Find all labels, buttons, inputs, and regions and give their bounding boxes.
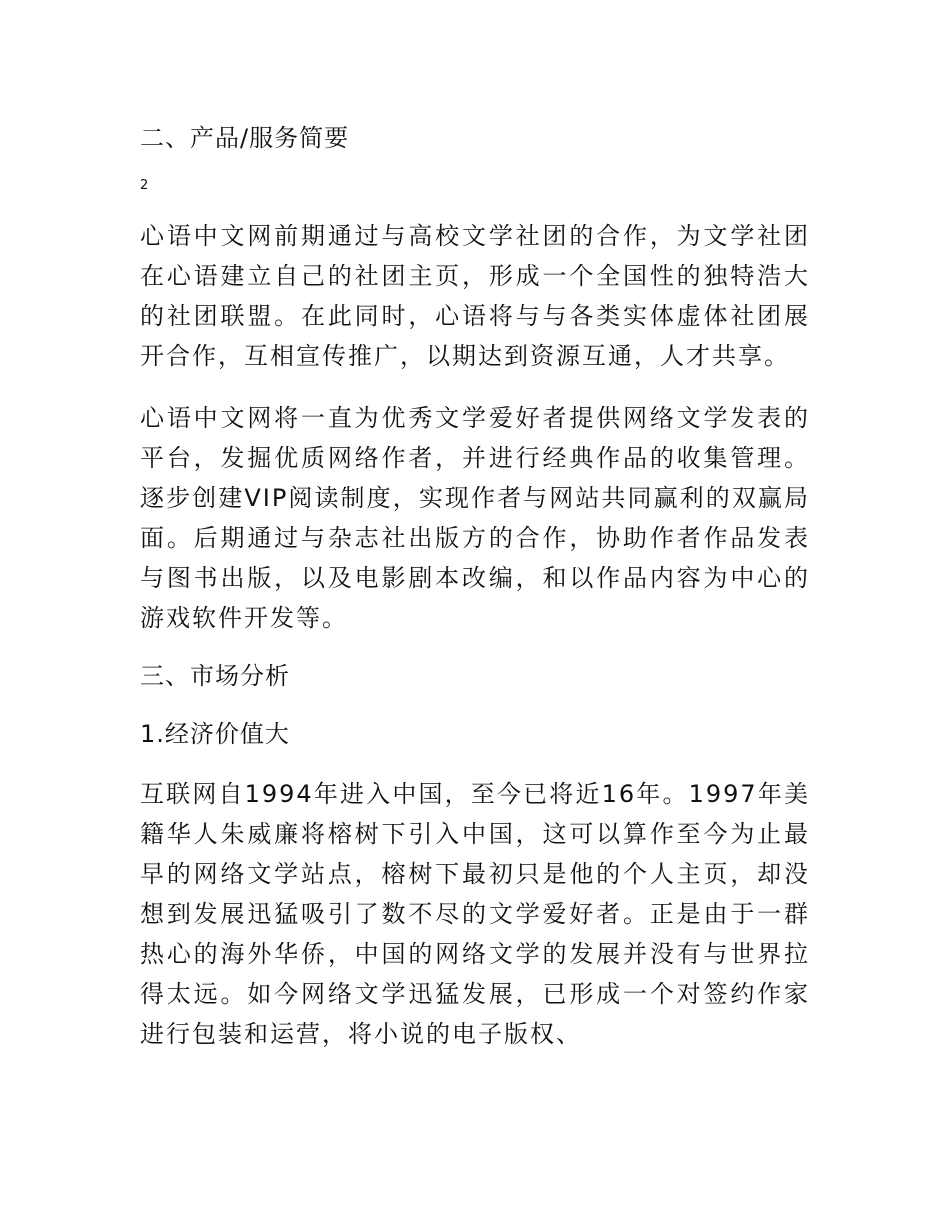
subsection-3-1-title: 1.经济价值大 [140, 720, 290, 748]
section-2-paragraph-1: 心语中文网前期通过与高校文学社团的合作，为文学社团在心语建立自己的社团主页，形成一个全国性的独特浩大的社团联盟。在此同时，心语将与与各类实体虚体社团展开合作，互相宣传推广，以期达到资源互通，人才共享。 [140, 222, 810, 370]
section-3-paragraph-1: 互联网自1994年进入中国，至今已将近16年。1997年美籍华人朱威廉将榕树下引入中国，这可以算作至今为止最早的网络文学站点，榕树下最初只是他的个人主页，却没想到发展迅猛吸引了数不尽的文学爱好者。正是由于一群热心的海外华侨，中国的网络文学的发展并没有与世界拉得太远。如今网络文学迅猛发展，已形成一个对签约作家进行包装和运营，将小说的电子版权、 [140, 780, 810, 1048]
document-page [140, 118, 810, 1054]
page-number: 2 [140, 178, 149, 193]
section-2-title: 二、产品/服务简要 [140, 124, 350, 152]
section-3-title: 三、市场分析 [140, 662, 290, 690]
section-2-paragraph-2: 心语中文网将一直为优秀文学爱好者提供网络文学发表的平台，发掘优质网络作者，并进行经典作品的收集管理。逐步创建VIP阅读制度，实现作者与网站共同赢利的双赢局面。后期通过与杂志社出版方的合作，协助作者作品发表与图书出版，以及电影剧本改编，和以作品内容为中心的游戏软件开发等。 [140, 404, 810, 632]
